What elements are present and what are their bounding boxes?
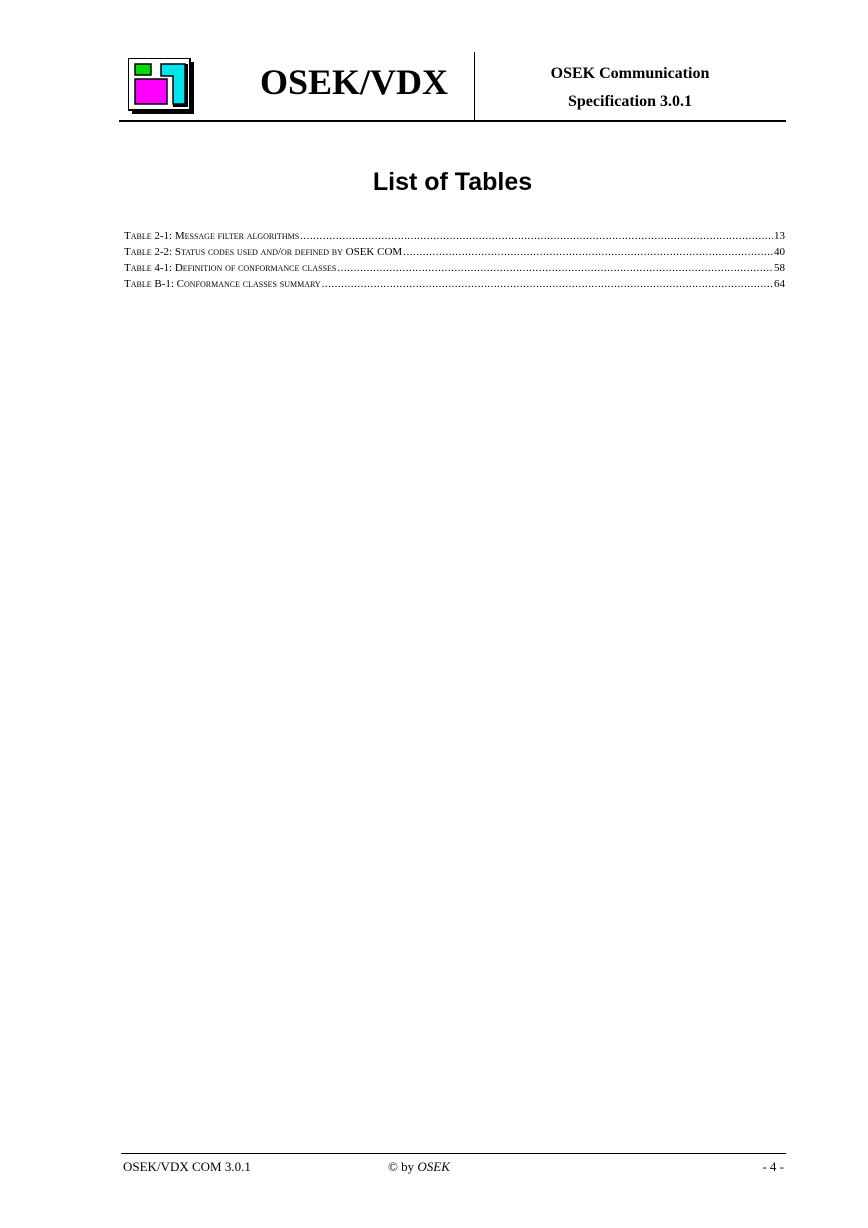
toc-entry-label[interactable]: Table B-1: Conformance classes summary (124, 278, 321, 290)
footer-page-number: - 4 - (762, 1159, 784, 1174)
footer-by: by (401, 1159, 415, 1174)
toc-entry-page[interactable]: 13 (774, 230, 785, 242)
toc-entry-table-b-1[interactable] (124, 276, 785, 292)
toc-leader-dots (300, 228, 773, 244)
brand-title: OSEK/VDX (259, 62, 449, 102)
toc-entry-table-2-2[interactable] (124, 244, 785, 260)
toc-entry-label[interactable]: Table 4-1: Definition of conformance classes (124, 262, 337, 274)
footer-copyright (388, 1158, 450, 1176)
spec-line-1: OSEK Communication (550, 65, 710, 82)
table-of-tables (124, 228, 785, 292)
spec-line-2: Specification 3.0.1 (568, 93, 692, 110)
page-footer (121, 1158, 786, 1176)
toc-entry-page[interactable]: 64 (774, 278, 785, 290)
toc-entry-table-4-1[interactable] (124, 260, 785, 276)
page-title: List of Tables (372, 168, 533, 196)
toc-leader-dots (322, 276, 773, 292)
toc-leader-dots (337, 260, 773, 276)
header-rule (119, 120, 786, 122)
footer-document-id: OSEK/VDX COM 3.0.1 (123, 1159, 251, 1174)
toc-entry-page[interactable]: 40 (774, 246, 785, 258)
toc-entry-label[interactable]: Table 2-1: Message filter algorithms (124, 230, 300, 242)
footer-owner: OSEK (417, 1159, 450, 1174)
footer-rule (121, 1153, 786, 1154)
spec-title (475, 60, 785, 116)
toc-leader-dots (403, 244, 773, 260)
toc-entry-table-2-1[interactable] (124, 228, 785, 244)
toc-entry-page[interactable]: 58 (774, 262, 785, 274)
page-header (119, 52, 786, 120)
toc-entry-label[interactable]: Table 2-2: Status codes used and/or defined by OSEK COM (124, 246, 403, 258)
osek-logo-icon (128, 58, 194, 114)
copyright-icon: © (388, 1159, 398, 1174)
